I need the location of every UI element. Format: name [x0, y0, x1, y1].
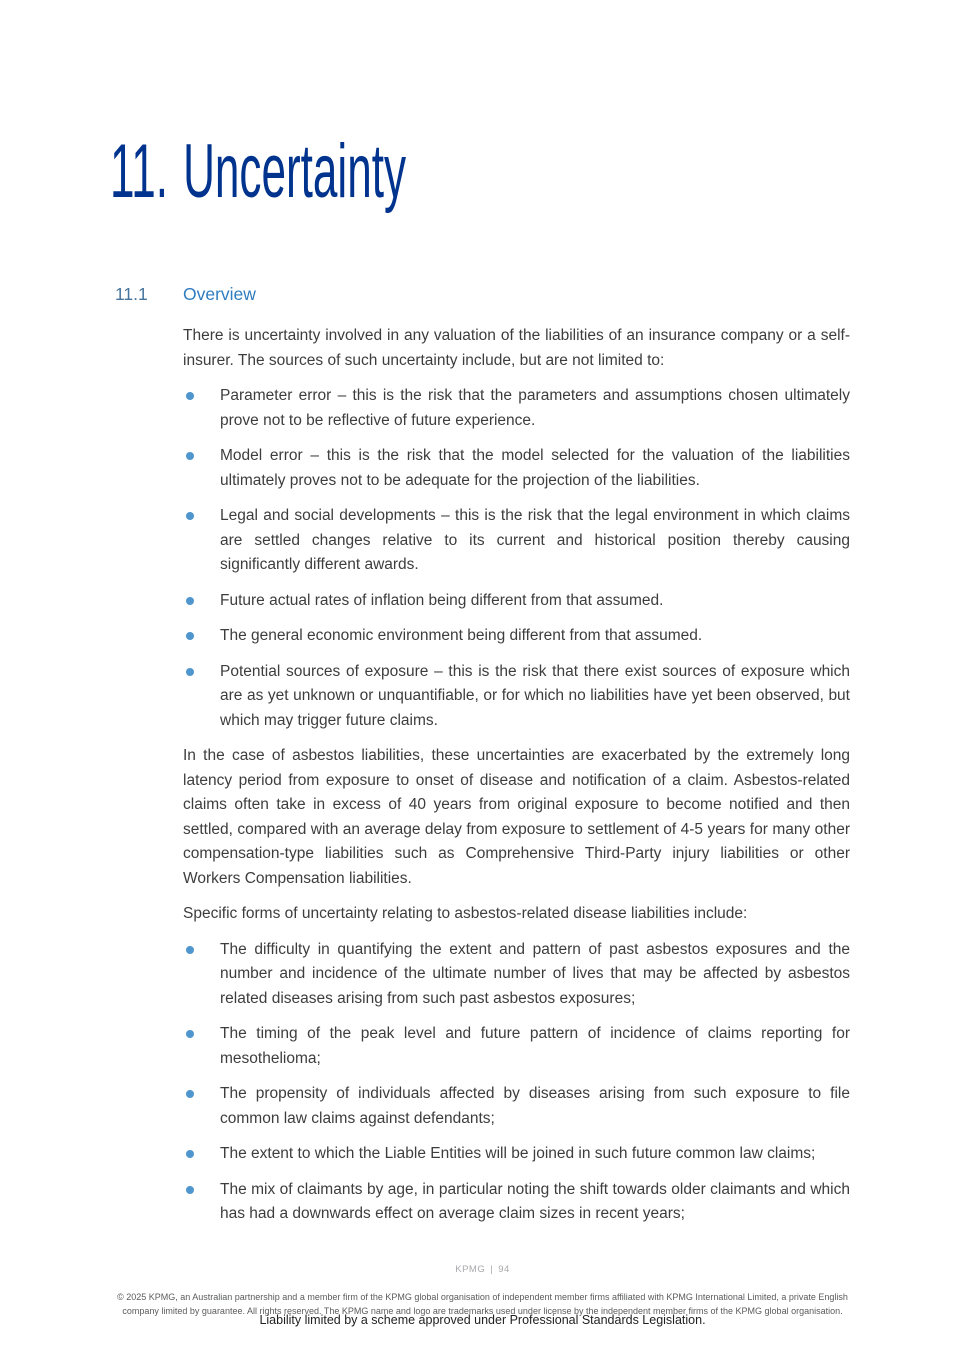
bullet-item	[183, 444, 850, 493]
chapter-number: 11.	[110, 129, 169, 214]
bullet-item	[183, 624, 850, 649]
bullet-dot-icon	[186, 512, 194, 520]
chapter-heading	[110, 128, 406, 215]
bullet-item	[183, 1178, 850, 1227]
bullet-text: Future actual rates of inflation being different from that assumed.	[220, 591, 664, 609]
bullet-dot-icon	[186, 1030, 194, 1038]
footer-page-indicator	[0, 1264, 965, 1275]
section-number: 11.1	[115, 284, 148, 304]
bullet-item	[183, 660, 850, 734]
bullet-text: Legal and social developments – this is the risk that the legal environment in which claims are settled changes relative to its current and historical position thereby causing significantly different awards.	[220, 507, 850, 573]
specific-uncertainty-list	[183, 938, 850, 1227]
bullet-text: The general economic environment being different from that assumed.	[220, 627, 703, 644]
footer-separator: |	[490, 1264, 494, 1275]
bullet-dot-icon	[186, 632, 194, 640]
bullet-text: Model error – this is the risk that the model selected for the valuation of the liabilities ultimately proves not to be adequate for the projection of the liabilities.	[220, 447, 850, 489]
bullet-text: The difficulty in quantifying the extent and pattern of past asbestos exposures and the number and incidence of the ultimate number of lives that may be affected by asbestos related diseases arising from such past asbestos exposures;	[220, 940, 850, 1007]
footer-legal-line: © 2025 KPMG, an Australian partnership and a member firm of the KPMG global organisation of independent member firms affiliated with KPMG International Limited, a private English	[117, 1292, 848, 1302]
bullet-dot-icon	[186, 597, 194, 605]
bullet-text: Parameter error – this is the risk that the parameters and assumptions chosen ultimately prove not to be reflective of future experience.	[220, 387, 850, 429]
bullet-dot-icon	[186, 1150, 194, 1158]
bullet-item	[183, 1022, 850, 1071]
bullet-dot-icon	[186, 452, 194, 460]
bullet-text: The timing of the peak level and future pattern of incidence of claims reporting for mesothelioma;	[220, 1025, 850, 1067]
footer-legal-line: company limited by guarantee. All rights reserved. The KPMG name and logo are trademarks used under license by the independent member firms of the KPMG global organisation.	[122, 1306, 843, 1316]
bullet-item	[183, 504, 850, 578]
bullet-item	[183, 384, 850, 433]
section-heading	[115, 284, 256, 305]
bullet-dot-icon	[186, 946, 194, 954]
specific-forms-paragraph: Specific forms of uncertainty relating to asbestos-related disease liabilities include:	[183, 905, 748, 922]
bullet-item	[183, 1082, 850, 1131]
intro-paragraph: There is uncertainty involved in any valuation of the liabilities of an insurance company or a self-insurer. The sources of such uncertainty include, but are not limited to:	[183, 327, 850, 369]
footer-brand: KPMG	[455, 1264, 486, 1275]
chapter-title: Uncertainty	[183, 129, 407, 214]
bullet-item	[183, 589, 850, 614]
bullet-text: Potential sources of exposure – this is the risk that there exist sources of exposure which are as yet unknown or unquantifiable, or for which no liabilities have yet been observed, but which may trigger future claims.	[220, 662, 850, 729]
bullet-text: The extent to which the Liable Entities will be joined in such future common law claims;	[220, 1145, 816, 1162]
body-column	[183, 324, 850, 1238]
bullet-dot-icon	[186, 392, 194, 400]
asbestos-paragraph: In the case of asbestos liabilities, these uncertainties are exacerbated by the extremely long latency period from exposure to onset of disease and notification of a claim. Asbestos-related claims often take in excess of 40 years from original exposure to become notified and then settled, compared with an average delay from exposure to settlement of 4-5 years for many other compensation-type liabilities such as Comprehensive Third-Party injury liabilities or other Workers Compensation liabilities.	[183, 747, 850, 887]
bullet-dot-icon	[186, 1090, 194, 1098]
bullet-dot-icon	[186, 1186, 194, 1194]
bullet-text: The mix of claimants by age, in particular noting the shift towards older claimants and which has had a downwards effect on average claim sizes in recent years;	[220, 1180, 850, 1222]
footer-page-number: 94	[498, 1264, 510, 1275]
footer-liability-statement: Liability limited by a scheme approved under Professional Standards Legislation.	[259, 1313, 706, 1327]
bullet-dot-icon	[186, 668, 194, 676]
section-title: Overview	[183, 284, 256, 304]
uncertainty-sources-list	[183, 384, 850, 733]
bullet-item	[183, 938, 850, 1012]
bullet-item	[183, 1142, 850, 1167]
bullet-text: The propensity of individuals affected by diseases arising from such exposure to file common law claims against defendants;	[220, 1085, 850, 1127]
